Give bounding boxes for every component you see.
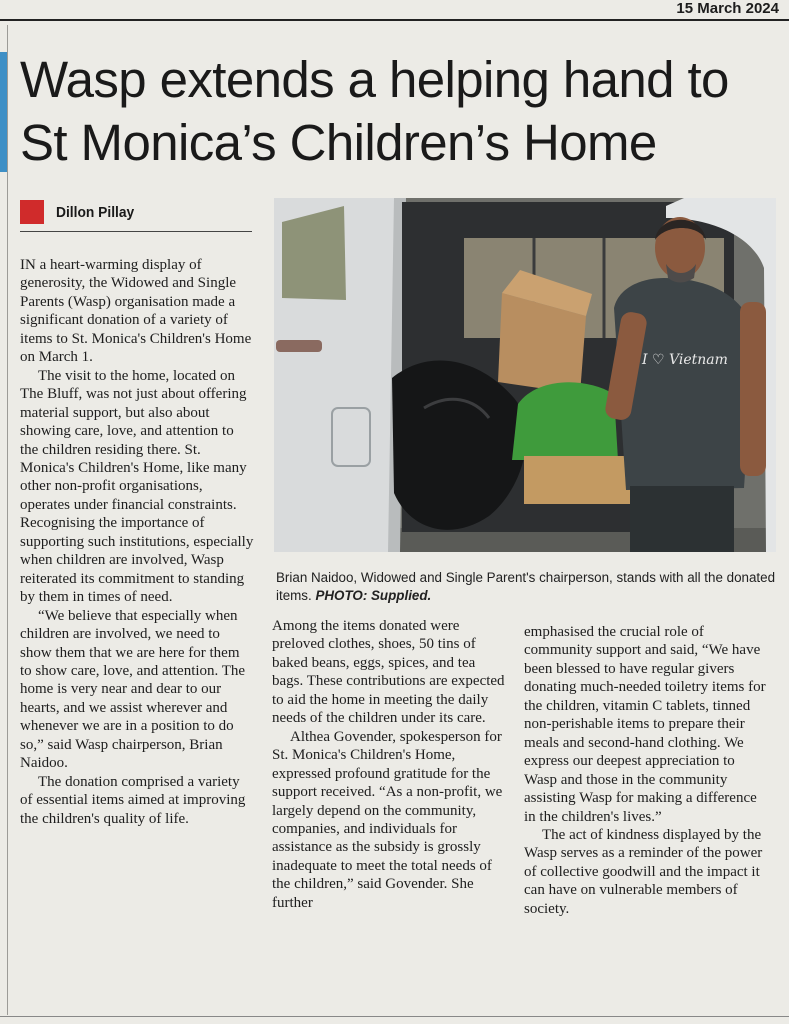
page-edge-color-bar	[0, 52, 7, 172]
text-column-3	[524, 623, 766, 918]
shirt-print: I ♡ Vietnam	[642, 352, 728, 368]
paragraph: IN a heart-warming display of generosity, the Widowed and Single Parents (Wasp) organisation made a significant donation of a variety of items to St. Monica's Children's Home on March 1.	[20, 257, 252, 366]
masthead-rule	[0, 19, 789, 21]
paragraph: “We believe that especially when children are involved, we need to show them that we are here for them to show care, love, and attention. The home is very near and dear to our hearts, and we assist wherever and whenever we are in a position to do so,” said Wasp chairperson, Brian Naidoo.	[20, 607, 246, 772]
paragraph: Althea Govender, spokesperson for St. Monica's Children's Home, expressed profound gratitude for the support received. “As a non-profit, we largely depend on the community, companies, and individuals for assistance as the subsidy is grossly inadequate to meet the total needs of the children,” said Govender. She further	[272, 728, 503, 911]
paragraph: The act of kindness displayed by the Wasp serves as a reminder of the power of collective goodwill and the impact it can have on vulnerable members of society.	[524, 826, 763, 917]
column-rule	[7, 25, 8, 1015]
author-name: Dillon Pillay	[56, 203, 135, 221]
text-column-2	[272, 617, 510, 912]
paragraph: emphasised the crucial role of community support and said, “We have been blessed to have regular givers donating much-needed toiletry items for the children, vitamin C tablets, tinned non-perishable items to prepare their meals and second-hand clothing. We express our deepest appreciation to Wasp and those in the community assisting Wasp for making a difference in the children's lives.”	[524, 624, 766, 825]
caption-text: Brian Naidoo, Widowed and Single Parent's chairperson, stands with all the donated items.	[276, 570, 776, 603]
photo-caption	[276, 569, 776, 605]
byline	[20, 199, 141, 225]
photo-credit: PHOTO: Supplied.	[315, 588, 432, 603]
article-headline: Wasp extends a helping hand to St Monica’s Children’s Home	[20, 51, 729, 171]
byline-rule	[20, 231, 252, 232]
text-column-1	[20, 256, 254, 828]
byline-marker	[20, 200, 44, 224]
article-photo	[274, 198, 776, 552]
paragraph: The donation comprised a variety of essential items aimed at improving the children's quality of life.	[20, 773, 246, 827]
paragraph: The visit to the home, located on The Bluff, was not just about offering material support, but also about showing care, love, and attention to the children residing there. St. Monica's Children's Home, like many other non-profit organisations, operates under financial constraints. Recognising the importance of supporting such institutions, especially when children are involved, Wasp reiterated its commitment to standing by them in times of need.	[20, 367, 254, 606]
photo-illustration	[274, 198, 776, 552]
page-bottom-rule	[0, 1016, 789, 1017]
publication-date: 15 March 2024	[676, 0, 779, 17]
paragraph: Among the items donated were preloved clothes, shoes, 50 tins of baked beans, eggs, spices, and tea bags. These contributions are expected to aid the home in meeting the daily needs of the children under its care.	[272, 618, 505, 727]
